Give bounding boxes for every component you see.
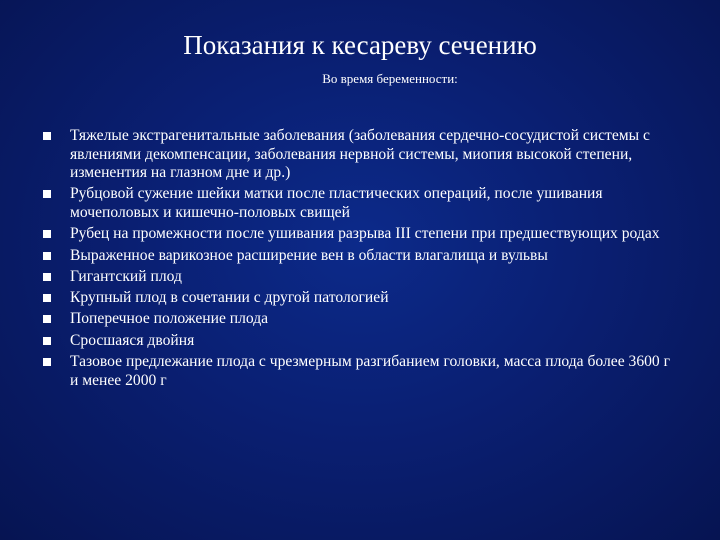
bullet-list xyxy=(40,127,680,393)
bullet-item xyxy=(40,185,680,222)
bullet-item xyxy=(40,310,680,329)
square-bullet-icon xyxy=(43,252,51,260)
square-bullet-icon xyxy=(43,315,51,323)
square-bullet-icon xyxy=(43,132,51,140)
bullet-text: Сросшаяся двойня xyxy=(70,331,195,349)
square-bullet-icon xyxy=(43,273,51,281)
bullet-text: Рубец на промежности после ушивания разрыва III степени при предшествующих родах xyxy=(70,225,660,243)
square-bullet-icon xyxy=(43,294,51,302)
square-bullet-icon xyxy=(43,190,51,198)
slide-subtitle: Во время беременности: xyxy=(322,71,458,86)
bullet-item xyxy=(40,225,680,244)
square-bullet-icon xyxy=(43,358,51,366)
bullet-item xyxy=(40,247,680,266)
bullet-text: Гигантский плод xyxy=(70,267,182,285)
square-bullet-icon xyxy=(43,230,51,238)
bullet-text: Поперечное положение плода xyxy=(70,310,269,328)
bullet-text: Рубцовой сужение шейки матки после пластических операций, после ушивания мочеполовых и кишечно-половых свищей xyxy=(70,185,603,222)
bullet-item xyxy=(40,332,680,351)
bullet-item xyxy=(40,289,680,308)
bullet-item xyxy=(40,353,680,390)
bullet-text: Выраженное варикозное расширение вен в области влагалища и вульвы xyxy=(70,246,548,264)
bullet-item xyxy=(40,127,680,183)
bullet-text: Крупный плод в сочетании с другой патологией xyxy=(70,289,389,307)
bullet-item xyxy=(40,268,680,287)
square-bullet-icon xyxy=(43,337,51,345)
slide-title: Показания к кесареву сечению xyxy=(183,30,537,60)
bullet-text: Тяжелые экстрагенитальные заболевания (заболевания сердечно-сосудистой системы с явлениями декомпенсации, заболевания нервной системы, миопия высокой степени, изменентия на глазном дне и др.) xyxy=(70,127,650,182)
bullet-text: Тазовое предлежание плода с чрезмерным разгибанием головки, масса плода более 3600 г и менее 2000 г xyxy=(70,353,671,389)
